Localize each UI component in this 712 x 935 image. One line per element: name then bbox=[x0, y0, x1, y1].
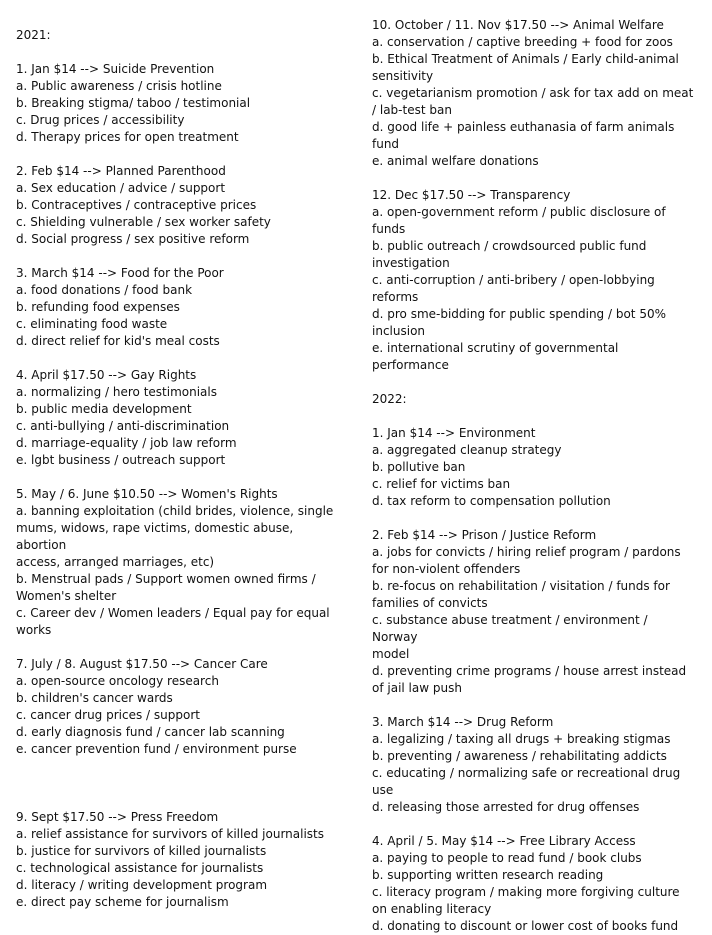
text-line: 4. April / 5. May $14 --> Free Library Access bbox=[372, 834, 636, 848]
blank-line bbox=[16, 775, 346, 792]
text-line: d. pro sme-bidding for public spending / bot 50% bbox=[372, 307, 666, 321]
text-line: a. Public awareness / crisis hotline bbox=[16, 79, 222, 93]
text-line: 2021: bbox=[16, 28, 51, 42]
blank-line bbox=[16, 44, 346, 61]
text-line: a. aggregated cleanup strategy bbox=[372, 443, 562, 457]
text-line: 2022: bbox=[372, 392, 407, 406]
text-line: 2. Feb $14 --> Planned Parenthood bbox=[16, 164, 226, 178]
text-line: c. Shielding vulnerable / sex worker safety bbox=[16, 215, 271, 229]
text-line: d. direct relief for kid's meal costs bbox=[16, 334, 220, 348]
text-line: mums, widows, rape victims, domestic abuse, abortion bbox=[16, 521, 297, 552]
blank-line bbox=[372, 697, 694, 714]
text-line: d. donating to discount or lower cost of books fund bbox=[372, 919, 679, 933]
text-line: investigation bbox=[372, 256, 450, 270]
text-line: fund bbox=[372, 137, 400, 151]
text-line: c. literacy program / making more forgiving culture bbox=[372, 885, 680, 899]
text-line: 2. Feb $14 --> Prison / Justice Reform bbox=[372, 528, 597, 542]
text-line: c. Career dev / Women leaders / Equal pay for equal bbox=[16, 606, 330, 620]
text-line: a. Sex education / advice / support bbox=[16, 181, 226, 195]
text-line: families of convicts bbox=[372, 596, 488, 610]
text-line: b. preventing / awareness / rehabilitating addicts bbox=[372, 749, 667, 763]
text-line: b. Ethical Treatment of Animals / Early child-animal bbox=[372, 52, 679, 66]
text-line: b. Breaking stigma/ taboo / testimonial bbox=[16, 96, 251, 110]
blank-line bbox=[372, 816, 694, 833]
text-line: d. releasing those arrested for drug offenses bbox=[372, 800, 640, 814]
text-line: b. public outreach / crowdsourced public fund bbox=[372, 239, 647, 253]
text-line: 5. May / 6. June $10.50 --> Women's Rights bbox=[16, 487, 278, 501]
text-line: b. supporting written research reading bbox=[372, 868, 604, 882]
text-line: a. relief assistance for survivors of killed journalists bbox=[16, 827, 324, 841]
text-line: b. justice for survivors of killed journalists bbox=[16, 844, 267, 858]
text-line: c. vegetarianism promotion / ask for tax add on meat bbox=[372, 86, 694, 100]
blank-line bbox=[16, 639, 346, 656]
text-line: a. normalizing / hero testimonials bbox=[16, 385, 217, 399]
text-line: d. tax reform to compensation pollution bbox=[372, 494, 611, 508]
blank-line bbox=[16, 248, 346, 265]
blank-line bbox=[16, 146, 346, 163]
text-line: 1. Jan $14 --> Suicide Prevention bbox=[16, 62, 215, 76]
text-line: reforms bbox=[372, 290, 419, 304]
text-line: inclusion bbox=[372, 324, 426, 338]
text-line: d. preventing crime programs / house arrest instead bbox=[372, 664, 687, 678]
text-line: b. refunding food expenses bbox=[16, 300, 180, 314]
text-line: b. re-focus on rehabilitation / visitation / funds for bbox=[372, 579, 670, 593]
text-line: d. literacy / writing development program bbox=[16, 878, 268, 892]
blank-line bbox=[16, 792, 346, 809]
text-line: 9. Sept $17.50 --> Press Freedom bbox=[16, 810, 219, 824]
text-line: 10. October / 11. Nov $17.50 --> Animal Welfare bbox=[372, 18, 664, 32]
text-line: 1. Jan $14 --> Environment bbox=[372, 426, 536, 440]
text-line: use bbox=[372, 783, 394, 797]
text-line: for non-violent offenders bbox=[372, 562, 521, 576]
text-line: Women's shelter bbox=[16, 589, 117, 603]
text-line: c. technological assistance for journalists bbox=[16, 861, 264, 875]
left-column bbox=[16, 10, 346, 911]
text-line: works bbox=[16, 623, 52, 637]
text-line: a. banning exploitation (child brides, violence, single bbox=[16, 504, 334, 518]
blank-line bbox=[16, 10, 346, 27]
text-line: sensitivity bbox=[372, 69, 434, 83]
blank-line bbox=[16, 469, 346, 486]
text-line: c. anti-corruption / anti-bribery / open-lobbying bbox=[372, 273, 655, 287]
text-line: e. direct pay scheme for journalism bbox=[16, 895, 229, 909]
text-line: c. Drug prices / accessibility bbox=[16, 113, 185, 127]
blank-line bbox=[16, 350, 346, 367]
text-line: d. early diagnosis fund / cancer lab scanning bbox=[16, 725, 285, 739]
text-line: a. paying to people to read fund / book clubs bbox=[372, 851, 642, 865]
blank-line bbox=[16, 758, 346, 775]
text-line: 3. March $14 --> Drug Reform bbox=[372, 715, 554, 729]
text-line: d. good life + painless euthanasia of farm animals bbox=[372, 120, 675, 134]
text-line: e. international scrutiny of governmental performance bbox=[372, 341, 623, 372]
text-line: b. Contraceptives / contraceptive prices bbox=[16, 198, 257, 212]
text-line: d. Social progress / sex positive reform bbox=[16, 232, 250, 246]
text-line: 12. Dec $17.50 --> Transparency bbox=[372, 188, 571, 202]
text-line: b. public media development bbox=[16, 402, 192, 416]
text-line: a. jobs for convicts / hiring relief program / pardons bbox=[372, 545, 681, 559]
text-line: c. educating / normalizing safe or recreational drug bbox=[372, 766, 681, 780]
text-line: a. open-source oncology research bbox=[16, 674, 219, 688]
text-line: c. anti-bullying / anti-discrimination bbox=[16, 419, 230, 433]
blank-line bbox=[372, 374, 694, 391]
text-line: a. legalizing / taxing all drugs + breaking stigmas bbox=[372, 732, 671, 746]
text-line: access, arranged marriages, etc) bbox=[16, 555, 215, 569]
text-line: a. conservation / captive breeding + food for zoos bbox=[372, 35, 673, 49]
text-line: b. children's cancer wards bbox=[16, 691, 173, 705]
text-line: a. food donations / food bank bbox=[16, 283, 193, 297]
blank-line bbox=[372, 510, 694, 527]
text-line: funds bbox=[372, 222, 406, 236]
text-line: / lab-test ban bbox=[372, 103, 452, 117]
text-line: d. marriage-equality / job law reform bbox=[16, 436, 237, 450]
text-line: d. Therapy prices for open treatment bbox=[16, 130, 239, 144]
blank-line bbox=[372, 408, 694, 425]
text-line: a. open-government reform / public disclosure of bbox=[372, 205, 666, 219]
text-line: 7. July / 8. August $17.50 --> Cancer Care bbox=[16, 657, 268, 671]
text-line: 4. April $17.50 --> Gay Rights bbox=[16, 368, 197, 382]
right-column bbox=[372, 17, 694, 935]
text-line: c. substance abuse treatment / environment / Norway bbox=[372, 613, 652, 644]
text-line: c. relief for victims ban bbox=[372, 477, 511, 491]
text-line: 3. March $14 --> Food for the Poor bbox=[16, 266, 224, 280]
text-line: c. eliminating food waste bbox=[16, 317, 168, 331]
text-line: b. Menstrual pads / Support women owned firms / bbox=[16, 572, 316, 586]
text-line: model bbox=[372, 647, 410, 661]
text-line: e. lgbt business / outreach support bbox=[16, 453, 226, 467]
text-line: on enabling literacy bbox=[372, 902, 492, 916]
text-line: of jail law push bbox=[372, 681, 462, 695]
text-line: c. cancer drug prices / support bbox=[16, 708, 200, 722]
blank-line bbox=[372, 170, 694, 187]
text-line: e. cancer prevention fund / environment purse bbox=[16, 742, 297, 756]
text-line: e. animal welfare donations bbox=[372, 154, 539, 168]
text-line: b. pollutive ban bbox=[372, 460, 466, 474]
